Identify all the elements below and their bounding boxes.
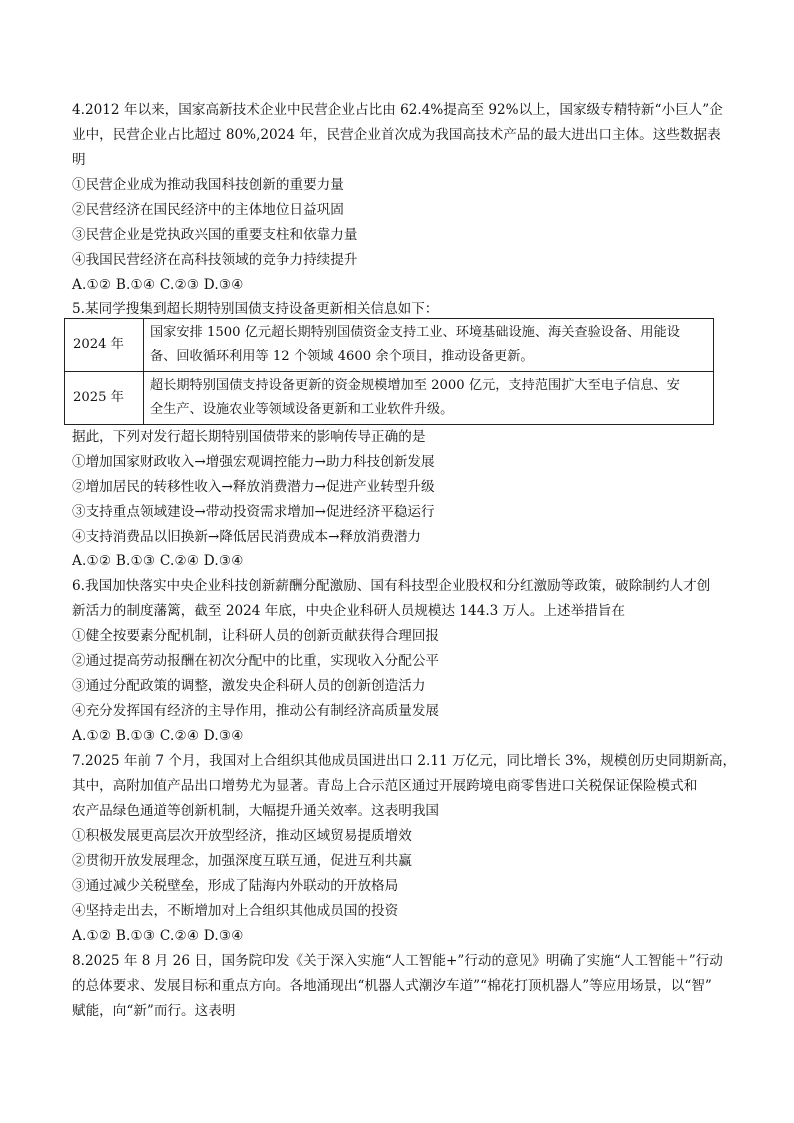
q5-question: 据此，下列对发行超长期特别国债带来的影响传导正确的是 xyxy=(72,429,426,445)
q7-item-3: ③通过减少关税壁垒，形成了陆海内外联动的开放格局 xyxy=(72,878,399,894)
table-text-cell xyxy=(144,372,714,425)
q5-item-3: ③支持重点领域建设→带动投资需求增加→促进经济平稳运行 xyxy=(72,504,435,520)
table-year-cell: 2025 年 xyxy=(65,372,144,425)
q7-item-2: ②贯彻开放发展理念，加强深度互联互通，促进互利共赢 xyxy=(72,853,412,869)
q6-stem-line-1: 6.我国加快落实中央企业科技创新薪酬分配激励、国有科技型企业股权和分红激励等政策，破除制约人才创 xyxy=(72,578,711,594)
q6-item-3: ③通过分配政策的调整，激发央企科研人员的创新创造活力 xyxy=(72,678,426,694)
table-row xyxy=(65,319,714,372)
q4-options: A.①② B.①④ C.②③ D.③④ xyxy=(72,277,244,293)
q6-item-4: ④充分发挥国有经济的主导作用，推动公有制经济高质量发展 xyxy=(72,703,440,719)
q4-item-4: ④我国民营经济在高科技领域的竞争力持续提升 xyxy=(72,252,358,268)
table-text-line: 备、回收循环利用等 12 个领域 4600 余个项目，推动设备更新。 xyxy=(150,349,534,364)
q7-stem-line-1: 7.2025 年前 7 个月，我国对上合组织其他成员国进出口 2.11 万亿元，同比增长 3%，规模创历史同期新高， xyxy=(72,753,737,769)
table-row xyxy=(65,372,714,425)
q7-stem-line-2: 其中，高附加值产品出口增势尤为显著。青岛上合示范区通过开展跨境电商零售进口关税保证保险模式和 xyxy=(72,778,698,794)
q4-item-3: ③民营企业是党执政兴国的重要支柱和依靠力量 xyxy=(72,227,358,243)
table-year-cell: 2024 年 xyxy=(65,319,144,372)
q8-stem-line-1: 8.2025 年 8 月 26 日，国务院印发《关于深入实施“人工智能+”行动的意见》明确了实施“人工智能＋”行动 xyxy=(72,953,723,969)
q8-stem-line-2: 的总体要求、发展目标和重点方向。各地涌现出“机器人式潮汐车道”“棉花打顶机器人”等应用场景，以“智” xyxy=(72,978,712,994)
table-text-line: 全生产、设施农业等领域设备更新和工业软件升级。 xyxy=(150,402,454,417)
q6-options: A.①② B.①③ C.②④ D.③④ xyxy=(72,728,244,744)
q8-stem-line-3: 赋能，向“新”而行。这表明 xyxy=(72,1003,236,1019)
q7-options: A.①② B.①③ C.②④ D.③④ xyxy=(72,928,244,944)
table-text-cell xyxy=(144,319,714,372)
q4-stem-line-3: 明 xyxy=(72,152,86,168)
q5-item-2: ②增加居民的转移性收入→释放消费潜力→促进产业转型升级 xyxy=(72,479,435,495)
q6-item-2: ②通过提高劳动报酬在初次分配中的比重，实现收入分配公平 xyxy=(72,653,440,669)
q7-item-4: ④坚持走出去，不断增加对上合组织其他成员国的投资 xyxy=(72,903,399,919)
q6-item-1: ①健全按要素分配机制，让科研人员的创新贡献获得合理回报 xyxy=(72,628,440,644)
q5-item-4: ④支持消费品以旧换新→降低居民消费成本→释放消费潜力 xyxy=(72,529,422,545)
table-text-line: 超长期特别国债支持设备更新的资金规模增加至 2000 亿元，支持范围扩大至电子信息、安 xyxy=(150,378,680,393)
q7-item-1: ①积极发展更高层次开放型经济，推动区域贸易提质增效 xyxy=(72,828,412,844)
q5-stem: 5.某同学搜集到超长期特别国债支持设备更新相关信息如下： xyxy=(72,301,439,317)
q5-item-1: ①增加国家财政收入→增强宏观调控能力→助力科技创新发展 xyxy=(72,454,435,470)
q4-item-1: ①民营企业成为推动我国科技创新的重要力量 xyxy=(72,177,344,193)
q5-options: A.①② B.①③ C.②④ D.③④ xyxy=(72,553,244,569)
q4-stem-line-2: 业中，民营企业占比超过 80%,2024 年，民营企业首次成为我国高技术产品的最大进出口主体。这些数据表 xyxy=(72,127,721,143)
q6-stem-line-2: 新活力的制度藩篱，截至 2024 年底，中央企业科研人员规模达 144.3 万人。上述举措旨在 xyxy=(72,603,625,619)
q5-info-table xyxy=(64,318,714,425)
q7-stem-line-3: 农产品绿色通道等创新机制，大幅提升通关效率。这表明我国 xyxy=(72,803,440,819)
table-text-line: 国家安排 1500 亿元超长期特别国债资金支持工业、环境基础设施、海关查验设备、用能设 xyxy=(150,325,680,340)
q4-stem-line-1: 4.2012 年以来，国家高新技术企业中民营企业占比由 62.4%提高至 92%以上，国家级专精特新“小巨人”企 xyxy=(72,102,723,118)
q4-item-2: ②民营经济在国民经济中的主体地位日益巩固 xyxy=(72,202,344,218)
